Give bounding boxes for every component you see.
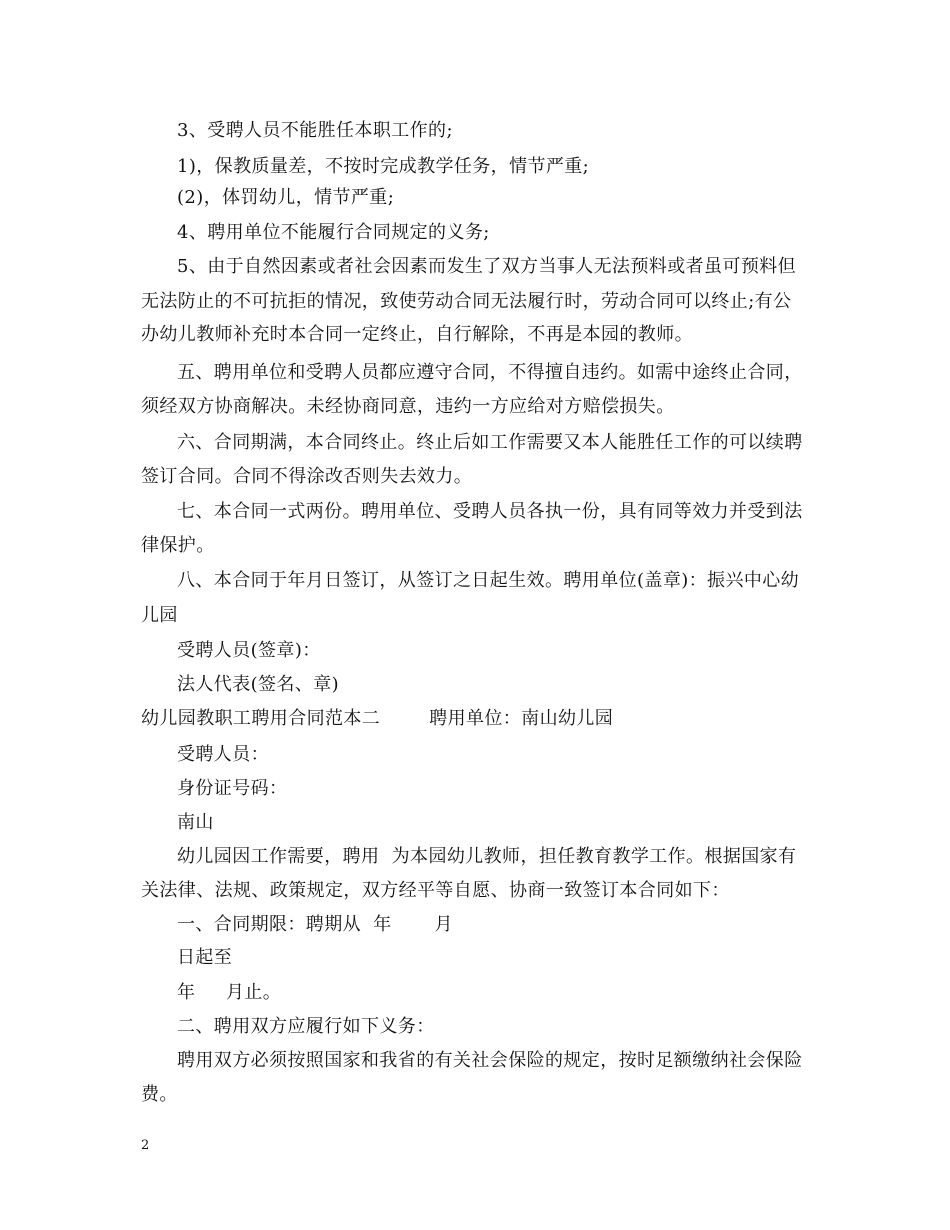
clause-5-line-2: 无法防止的不可抗拒的情况，致使劳动合同无法履行时，劳动合同可以终止;有公: [141, 291, 792, 312]
clause-4-line: 4、聘用单位不能履行合同规定的义务;: [177, 222, 490, 243]
obligations-heading: 二、聘用双方应履行如下义务：: [177, 1016, 435, 1037]
term-start-line: 日起至: [177, 947, 233, 968]
insurance-line-1: 聘用双方必须按照国家和我省的有关社会保险的规定，按时足额缴纳社会保险: [177, 1050, 803, 1071]
section-7-line-1: 七、本合同一式两份。聘用单位、受聘人员各执一份，具有同等效力并受到法: [177, 501, 803, 522]
clause-5-line-3: 办幼儿教师补充时本合同一定终止，自行解除，不再是本园的教师。: [141, 324, 693, 345]
section-8-line-2: 儿园: [141, 605, 178, 626]
clause-3-line: 3、受聘人员不能胜任本职工作的;: [177, 120, 453, 141]
insurance-line-2: 费。: [141, 1084, 178, 1105]
term-end-line: 年 月止。: [177, 982, 282, 1003]
clause-3-1-line: 1)，保教质量差，不按时完成教学任务，情节严重;: [177, 156, 590, 177]
clause-3-2-line: (2)，体罚幼儿，情节严重;: [177, 187, 395, 208]
intro-line-1: 幼儿园因工作需要，聘用 为本园幼儿教师，担任教育教学工作。根据国家有: [177, 846, 797, 867]
id-number-field: 身份证号码：: [177, 778, 288, 799]
section-6-line-1: 六、合同期满，本合同终止。终止后如工作需要又本人能胜任工作的可以续聘: [177, 432, 803, 453]
section-8-line-1: 八、本合同于年月日签订，从签订之日起生效。聘用单位(盖章)：振兴中心幼: [177, 570, 800, 591]
clause-5-line-1: 5、由于自然因素或者社会因素而发生了双方当事人无法预料或者虽可预料但: [177, 256, 797, 277]
employee-field: 受聘人员：: [177, 744, 269, 765]
page-number: 2: [141, 1138, 150, 1153]
section-7-line-2: 律保护。: [141, 535, 215, 556]
contract-term-line: 一、合同期限：聘期从 年 月: [177, 914, 453, 935]
intro-line-2: 关法律、法规、政策规定，双方经平等自愿、协商一致签订本合同如下：: [141, 880, 730, 901]
nanshan-line: 南山: [177, 812, 214, 833]
employee-signature-line: 受聘人员(签章)：: [177, 640, 321, 661]
legal-rep-signature-line: 法人代表(签名、章): [177, 674, 340, 695]
section-6-line-2: 签订合同。合同不得涂改否则失去效力。: [141, 466, 473, 487]
section-5-line-1: 五、聘用单位和受聘人员都应遵守合同，不得擅自违约。如需中途终止合同，: [177, 362, 803, 383]
section-5-line-2: 须经双方协商解决。未经协商同意，违约一方应给对方赔偿损失。: [141, 396, 675, 417]
template-two-heading: 幼儿园教职工聘用合同范本二 聘用单位：南山幼儿园: [141, 708, 614, 729]
